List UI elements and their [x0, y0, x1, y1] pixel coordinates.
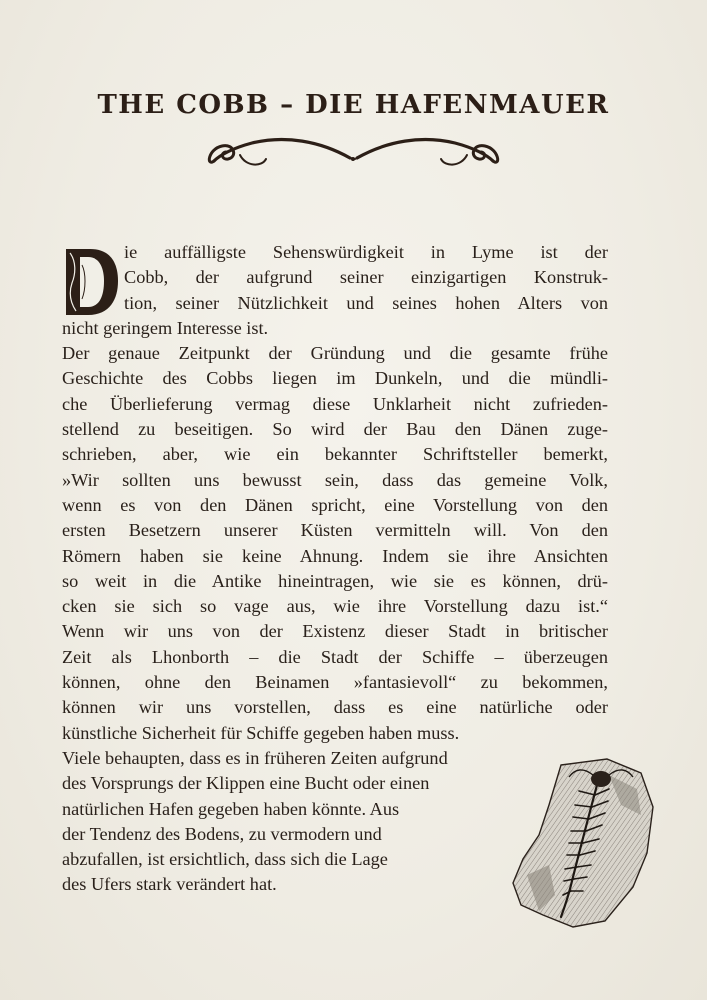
text-line: ersten Besetzern unserer Küsten vermitteln will. Von den — [62, 520, 608, 541]
text-line: schrieben, aber, wie ein bekannter Schriftsteller bemerkt, — [62, 444, 608, 465]
text-line: ie auffälligste Sehenswürdigkeit in Lyme ist der — [124, 242, 608, 262]
text-line: wenn es von den Dänen spricht, eine Vorstellung von den — [62, 494, 608, 515]
text-line: des Ufers stark verändert hat. — [62, 874, 277, 895]
text-line: che Überlieferung vermag diese Unklarheit nicht zufrieden- — [62, 393, 608, 414]
svg-text:D: D — [87, 315, 88, 316]
text-line: können, ohne den Beinamen »fantasievoll“ zu bekommen, — [62, 672, 608, 693]
text-line: Zeit als Lhonborth – die Stadt der Schiffe – überzeugen — [62, 646, 608, 667]
text-line: »Wir sollten uns bewusst sein, dass das gemeine Volk, — [62, 469, 608, 490]
text-line: künstliche Sicherheit für Schiffe gegeben haben muss. — [62, 722, 460, 743]
text-line: abzufallen, ist ersichtlich, dass sich die Lage — [62, 849, 388, 870]
text-line: des Vorsprungs der Klippen eine Bucht oder einen — [62, 773, 430, 794]
page-title: THE COBB – DIE HAFENMAUER — [97, 90, 610, 120]
text-line: Römern haben sie keine Ahnung. Indem sie ihre Ansichten — [62, 545, 608, 566]
text-line: natürlichen Hafen gegeben haben könnte. Aus — [62, 798, 400, 819]
text-line: Wenn wir uns von der Existenz dieser Stadt in britischer — [62, 621, 608, 642]
fossil-illustration — [509, 755, 657, 930]
text-line: Der genaue Zeitpunkt der Gründung und die gesamte frühe — [62, 343, 608, 364]
text-line: cken sie sich so vage aus, wie ihre Vorstellung dazu ist.“ — [62, 596, 608, 617]
text-line: Cobb, der aufgrund seiner einzigartigen Konstruk- — [124, 267, 608, 288]
ornament-flourish-icon — [200, 131, 507, 173]
text-line: so weit in die Antike hineintragen, wie sie es können, drü- — [62, 570, 608, 591]
text-line: Geschichte des Cobbs liegen im Dunkeln, und die mündli- — [62, 368, 608, 389]
text-line: nicht geringem Interesse ist. — [62, 317, 269, 338]
text-line: der Tendenz des Bodens, zu vermodern und — [62, 823, 382, 844]
text-line: Viele behaupten, dass es in früheren Zeiten aufgrund — [62, 747, 448, 768]
text-line: tion, seiner Nützlichkeit und seines hohen Alters von — [124, 292, 608, 313]
text-line: können wir uns vorstellen, dass es eine natürliche oder — [62, 697, 608, 718]
text-line: stellend zu beseitigen. So wird der Bau den Dänen zuge- — [62, 419, 608, 440]
